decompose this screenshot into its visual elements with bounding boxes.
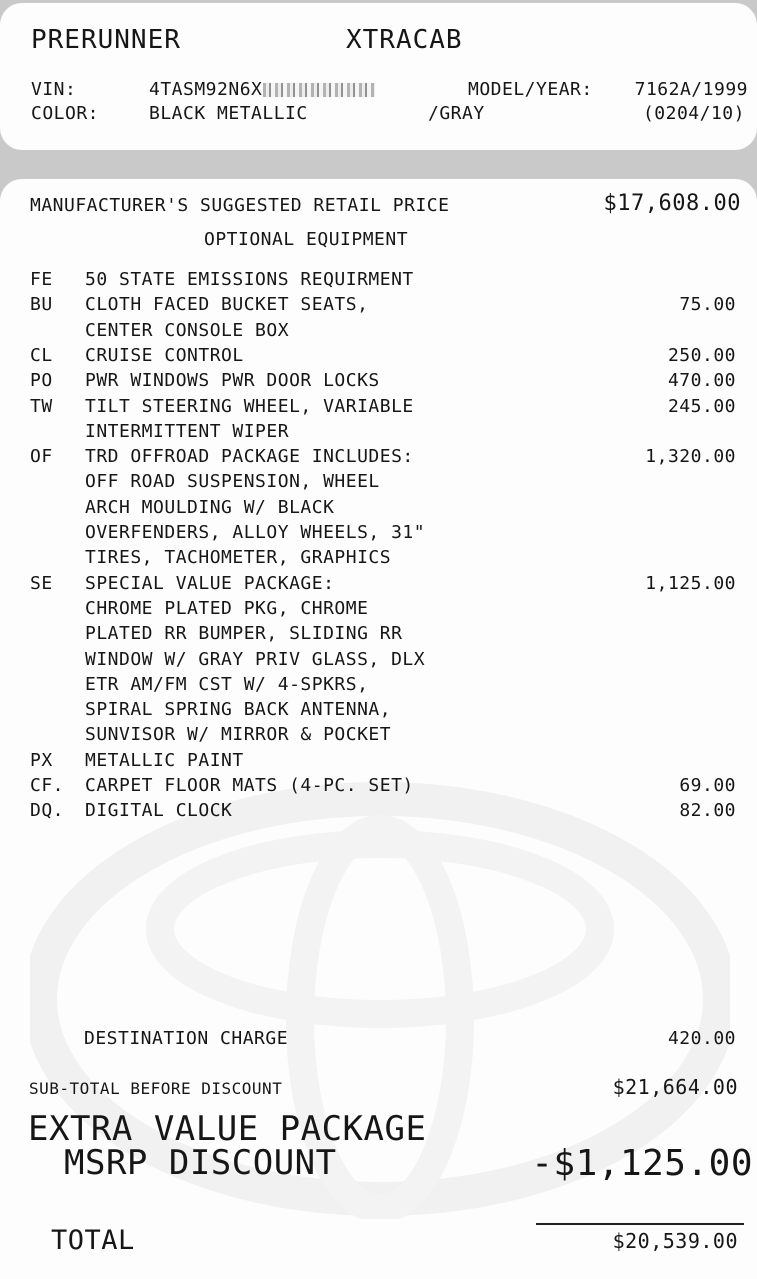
vin-text: 4TASM92N6X [149,79,263,100]
model-name: PRERUNNER [31,25,181,55]
item-description-line: ETR AM/FM CST W/ 4-SPKRS, [85,673,369,695]
cab-type: XTRACAB [346,25,463,55]
total-value: $20,539.00 [612,1229,738,1253]
vin-value [149,79,375,100]
item-code: PX [30,749,53,771]
item-description-line: TRD OFFROAD PACKAGE INCLUDES: [85,446,414,468]
item-description-line: 50 STATE EMISSIONS REQUIRMENT [85,269,414,290]
item-price: 245.00 [667,395,736,417]
item-description-line: ARCH MOULDING W/ BLACK [85,496,335,518]
item-price: 1,320.00 [645,446,736,468]
item-price: 250.00 [667,344,736,366]
color-label: COLOR: [31,103,100,124]
subtotal-value: $21,664.00 [612,1075,738,1099]
item-description-line: INTERMITTENT WIPER [85,420,290,442]
item-code: PO [30,370,53,392]
item-description-line: CARPET FLOOR MATS (4-PC. SET) [85,775,414,796]
item-description-line: SUNVISOR W/ MIRROR & POCKET [85,724,392,746]
item-description-line: TIRES, TACHOMETER, GRAPHICS [85,547,392,569]
price-sheet [0,179,757,1279]
vin-redaction [263,83,375,97]
item-code: TW [30,395,53,417]
item-code: SE [30,572,53,594]
color-exterior: BLACK METALLIC [149,103,308,124]
item-code: BU [30,294,53,316]
vin-label: VIN: [31,79,77,100]
item-price: 1,125.00 [645,572,736,594]
item-description-line: PWR WINDOWS PWR DOOR LOCKS [85,370,380,392]
msrp-label: MANUFACTURER'S SUGGESTED RETAIL PRICE [30,195,450,216]
item-price: 75.00 [679,294,736,316]
discount-value: -$1,125.00 [531,1143,753,1184]
item-description-line: SPECIAL VALUE PACKAGE: [85,572,335,594]
item-description-line: WINDOW W/ GRAY PRIV GLASS, DLX [85,648,426,670]
total-label: TOTAL [51,1225,135,1256]
color-code: (0204/10) [642,103,745,124]
destination-label: DESTINATION CHARGE [84,1028,289,1049]
item-description-line: CENTER CONSOLE BOX [85,319,290,341]
item-price: 470.00 [667,370,736,392]
color-interior: /GRAY [428,103,485,124]
item-code: CF. [30,775,65,796]
discount-line-1: EXTRA VALUE PACKAGE [28,1109,427,1149]
item-price: 69.00 [679,775,736,796]
item-description-line: SPIRAL SPRING BACK ANTENNA, [85,699,392,721]
item-description-line: OVERFENDERS, ALLOY WHEELS, 31" [85,522,426,543]
item-code: DQ. [30,800,65,822]
destination-value: 420.00 [667,1028,736,1049]
item-description-line: CHROME PLATED PKG, CHROME [85,597,369,619]
item-description-line: DIGITAL CLOCK [85,800,233,822]
vehicle-info-card [0,3,757,150]
item-code: OF [30,446,53,468]
msrp-value: $17,608.00 [603,191,741,216]
item-description-line: CLOTH FACED BUCKET SEATS, [85,294,369,316]
item-code: CL [30,344,53,366]
optional-equipment-heading: OPTIONAL EQUIPMENT [204,229,409,250]
model-year-value: 7162A/1999 [634,79,748,100]
item-description-line: OFF ROAD SUSPENSION, WHEEL [85,471,380,493]
item-description-line: TILT STEERING WHEEL, VARIABLE [85,395,414,417]
item-description-line: METALLIC PAINT [85,749,244,771]
discount-line-2: MSRP DISCOUNT [64,1143,337,1183]
item-price: 82.00 [679,800,736,822]
subtotal-label: SUB-TOTAL BEFORE DISCOUNT [29,1079,283,1098]
item-code: FE [30,269,53,290]
model-year-label: MODEL/YEAR: [468,79,593,100]
total-rule [536,1223,744,1225]
item-description-line: PLATED RR BUMPER, SLIDING RR [85,623,403,645]
item-description-line: CRUISE CONTROL [85,344,244,366]
